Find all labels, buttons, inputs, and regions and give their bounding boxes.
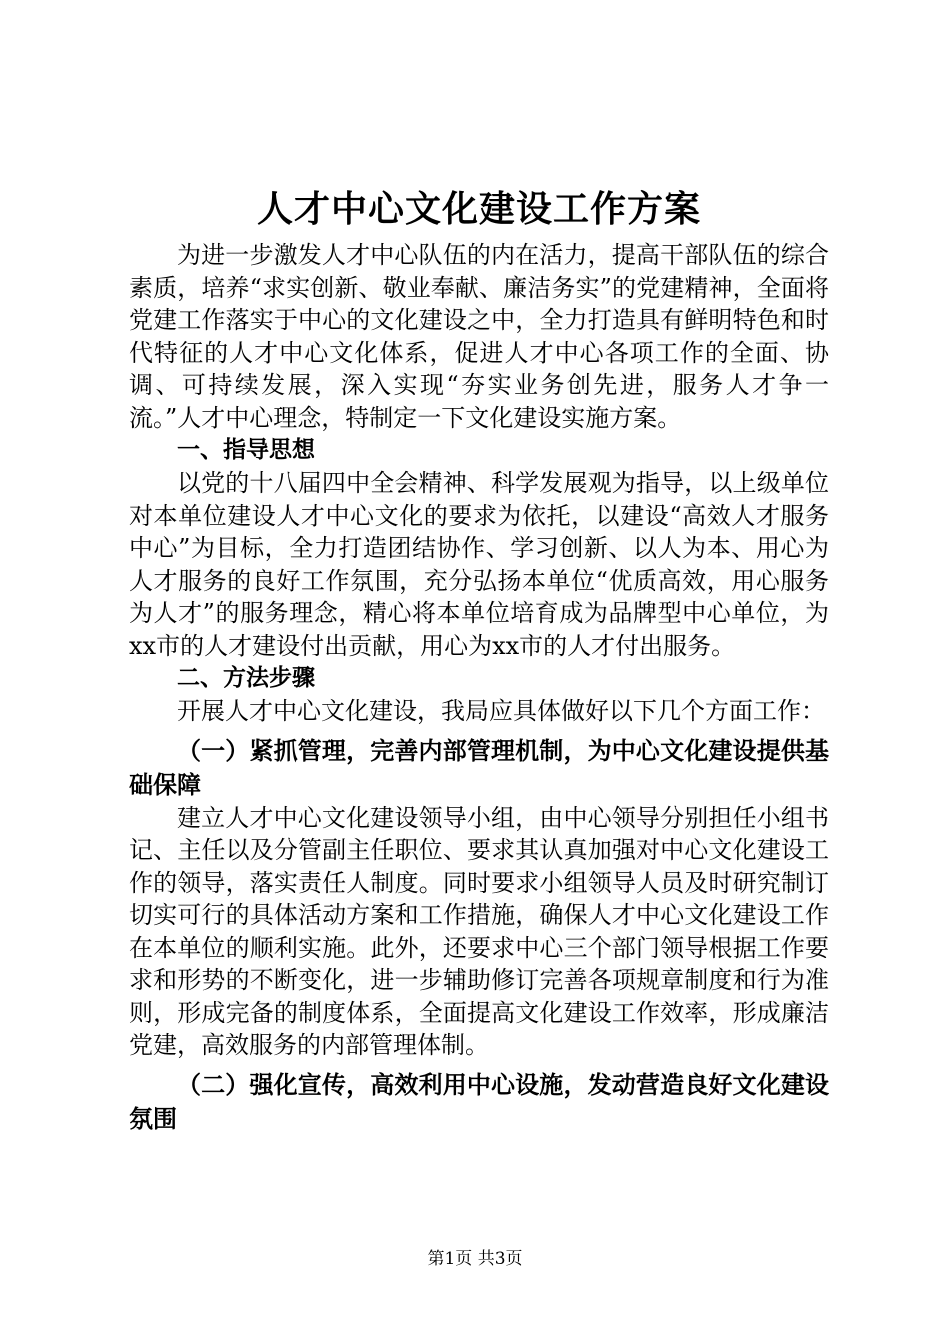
subsection-heading-publicity: （二）强化宣传，高效利用中心设施，发动营造良好文化建设氛围 [129,1070,829,1133]
section-heading-method-steps: 二、方法步骤 [177,665,315,691]
page-footer: 第1页 共3页 [427,1249,523,1269]
section-method-steps-body: 开展人才中心文化建设，我局应具体做好以下几个方面工作： [177,697,825,725]
document-body [129,183,829,1136]
subsection-management-body: 建立人才中心文化建设领导小组，由中心领导分别担任小组书记、主任以及分管副主任职位、要求其认真加强对中心文化建设工作的领导，落实责任人制度。同时要求小组领导人员及时研究制订切实可行的具体活动方案和工作措施，确保人才中心文化建设工作在本单位的顺利实施。此外，还要求中心三个部门领导根据工作要求和形势的不断变化，进一步辅助修订完善各项规章制度和行为准则，形成完备的制度体系，全面提高文化建设工作效率，形成廉洁党建，高效服务的内部管理体制。 [129,803,829,1059]
section-heading-guiding-ideology: 一、指导思想 [177,437,315,463]
subsection-heading-management: （一）紧抓管理，完善内部管理机制，为中心文化建设提供基础保障 [129,736,829,799]
intro-paragraph: 为进一步激发人才中心队伍的内在活力，提高干部队伍的综合素质，培养“求实创新、敬业奉献、廉洁务实”的党建精神，全面将党建工作落实于中心的文化建设之中，全力打造具有鲜明特色和时代特征的人才中心文化体系，促进人才中心各项工作的全面、协调、可持续发展，深入实现“夯实业务创先进，服务人才争一流。”人才中心理念，特制定一下文化建设实施方案。 [129,241,829,432]
document-title: 人才中心文化建设工作方案 [256,188,701,230]
section-guiding-ideology-body: 以党的十八届四中全会精神、科学发展观为指导，以上级单位对本单位建设人才中心文化的要求为依托，以建设“高效人才服务中心”为目标，全力打造团结协作、学习创新、以人为本、用心为人才服务的良好工作氛围，充分弘扬本单位“优质高效，用心服务为人才”的服务理念，精心将本单位培育成为品牌型中心单位，为xx市的人才建设付出贡献，用心为xx市的人才付出服务。 [129,469,829,660]
